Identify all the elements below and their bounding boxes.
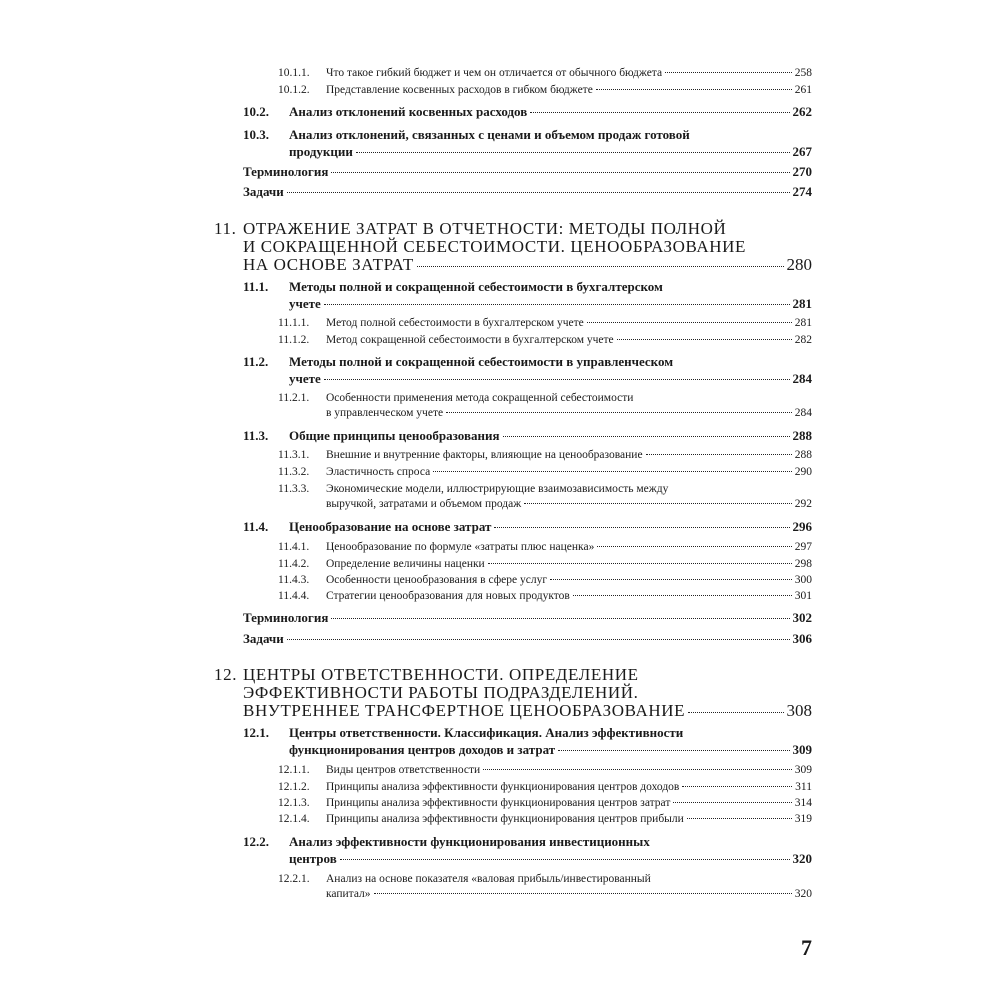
toc-entry-10-1-2: [278, 84, 812, 96]
toc-number: 11.4.3.: [278, 574, 310, 586]
toc-title: Определение величины наценки: [326, 558, 485, 570]
toc-title: Метод полной себестоимости в бухгалтерском учете: [326, 317, 584, 329]
toc-title: Анализ отклонений косвенных расходов: [289, 104, 528, 119]
toc-title: Анализ отклонений, связанных с ценами и объемом продаж готовой: [289, 127, 690, 142]
toc-number: 11.1.2.: [278, 334, 310, 346]
toc-entry-10-3: [243, 127, 812, 143]
toc-entry-11-1-2: [278, 334, 812, 346]
dot-leader: [494, 527, 789, 528]
toc-entry-12-2-1: [278, 873, 812, 885]
chapter-page: 280: [786, 255, 812, 274]
toc-entry-10-1-1: [278, 67, 812, 79]
toc-chapter-11-cont1: [243, 237, 812, 257]
toc-entry-12-1-1: [278, 764, 812, 776]
toc-page: 281: [792, 296, 812, 311]
toc-entry-11-4: [243, 519, 812, 535]
toc-page: 302: [792, 610, 812, 625]
toc-entry-11-3-3: [278, 483, 812, 495]
toc-chapter-12-cont2: [243, 701, 812, 721]
toc-number: 10.1.2.: [278, 84, 310, 96]
toc-title: Центры ответственности. Классификация. Анализ эффективности: [289, 725, 684, 740]
toc-page: 292: [794, 498, 812, 510]
toc-number: 11.4.: [243, 519, 269, 534]
toc-page: 258: [794, 67, 812, 79]
toc-title-continued: выручкой, затратами и объемом продаж: [326, 498, 522, 510]
toc-number: 11.3.3.: [278, 483, 310, 495]
toc-title: Принципы анализа эффективности функционирования центров доходов: [326, 781, 680, 793]
toc-title: Внешние и внутренние факторы, влияющие на ценообразование: [326, 449, 643, 461]
toc-title-continued: капитал»: [326, 888, 371, 900]
toc-title: Принципы анализа эффективности функционирования центров прибыли: [326, 813, 684, 825]
toc-page: 284: [792, 371, 812, 386]
toc-title: Принципы анализа эффективности функционирования центров затрат: [326, 797, 671, 809]
toc-page: 274: [792, 184, 812, 199]
toc-entry-11-3-2: [278, 466, 812, 478]
toc-entry-11-2-1-cont: [326, 407, 812, 419]
toc-entry-12-1: [243, 725, 812, 741]
toc-number: 10.2.: [243, 104, 269, 119]
toc-number: 11.3.2.: [278, 466, 310, 478]
toc-number: 11.2.1.: [278, 392, 310, 404]
toc-chapter-12-cont1: [243, 683, 812, 703]
toc-entry-tasks-10: [243, 184, 812, 200]
toc-page: 309: [792, 742, 812, 757]
toc-entry-11-3-3-cont: [326, 498, 812, 510]
dot-leader: [550, 579, 792, 580]
toc-number: 11.4.1.: [278, 541, 310, 553]
toc-page: 311: [795, 781, 812, 793]
toc-number: 11.2.: [243, 354, 269, 369]
toc-entry-12-1-cont: [289, 742, 812, 758]
toc-page: 262: [792, 104, 812, 119]
dot-leader: [340, 859, 790, 860]
toc-entry-11-2: [243, 354, 812, 370]
toc-number: 11.3.: [243, 428, 269, 443]
toc-title: Анализ эффективности функционирования инвестиционных: [289, 834, 650, 849]
toc-number: 10.3.: [243, 127, 269, 142]
dot-leader: [573, 595, 792, 596]
toc-title: Метод сокращенной себестоимости в бухгалтерском учете: [326, 334, 614, 346]
toc-title-continued: в управленческом учете: [326, 407, 444, 419]
toc-title: Общие принципы ценообразования: [289, 428, 500, 443]
toc-number: 12.1.4.: [278, 813, 310, 825]
toc-entry-11-1-cont: [289, 296, 812, 312]
toc-title: Ценообразование по формуле «затраты плюс наценка»: [326, 541, 595, 553]
toc-page: 320: [794, 888, 812, 900]
dot-leader: [287, 192, 790, 193]
toc-entry-11-3-1: [278, 449, 812, 461]
toc-page: 309: [794, 764, 812, 776]
toc-number: 11.3.1.: [278, 449, 310, 461]
toc-page: 314: [794, 797, 812, 809]
chapter-number: 11.: [214, 219, 237, 238]
toc-chapter-12: [214, 665, 812, 685]
toc-number: 11.4.4.: [278, 590, 310, 602]
toc-page: 296: [792, 519, 812, 534]
dot-leader: [687, 818, 792, 819]
toc-page: 320: [792, 851, 812, 866]
toc-title: Анализ на основе показателя «валовая прибыль/инвестированный: [326, 873, 651, 885]
toc-title: Терминология: [243, 610, 329, 625]
toc-page: 290: [794, 466, 812, 478]
dot-leader: [596, 89, 792, 90]
toc-entry-11-2-1: [278, 392, 812, 404]
toc-title: Терминология: [243, 164, 329, 179]
chapter-title-continued: ВНУТРЕННЕЕ ТРАНСФЕРТНОЕ ЦЕНООБРАЗОВАНИЕ: [243, 701, 686, 720]
toc-title: Задачи: [243, 184, 284, 199]
toc-page: 306: [792, 631, 812, 646]
toc-title: Виды центров ответственности: [326, 764, 481, 776]
toc-title: Что такое гибкий бюджет и чем он отличается от обычного бюджета: [326, 67, 663, 79]
toc-chapter-11: [214, 219, 812, 239]
chapter-title: ОТРАЖЕНИЕ ЗАТРАТ В ОТЧЕТНОСТИ: МЕТОДЫ ПОЛНОЙ: [243, 219, 727, 238]
dot-leader: [646, 454, 792, 455]
toc-title: Особенности применения метода сокращенной себестоимости: [326, 392, 634, 404]
page-number: 7: [801, 935, 812, 960]
chapter-number: 12.: [214, 665, 238, 684]
toc-entry-12-1-3: [278, 797, 812, 809]
dot-leader: [331, 618, 789, 619]
toc-title-continued: учете: [289, 371, 321, 386]
dot-leader: [324, 304, 790, 305]
toc-page: 270: [792, 164, 812, 179]
toc-chapter-11-cont2: [243, 255, 812, 275]
toc-number: 11.4.2.: [278, 558, 310, 570]
dot-leader: [488, 563, 792, 564]
chapter-title-continued: И СОКРАЩЕННОЙ СЕБЕСТОИМОСТИ. ЦЕНООБРАЗОВАНИЕ: [243, 237, 747, 256]
dot-leader: [503, 436, 790, 437]
toc-page: 267: [792, 144, 812, 159]
toc-title-continued: функционирования центров доходов и затрат: [289, 742, 556, 757]
toc-entry-terminology-11: [243, 610, 812, 626]
toc-entry-11-4-1: [278, 541, 812, 553]
toc-title: Особенности ценообразования в сфере услуг: [326, 574, 548, 586]
toc-page: 282: [794, 334, 812, 346]
toc-entry-tasks-11: [243, 631, 812, 647]
toc-entry-12-2-cont: [289, 851, 812, 867]
dot-leader: [331, 172, 789, 173]
chapter-title: ЦЕНТРЫ ОТВЕТСТВЕННОСТИ. ОПРЕДЕЛЕНИЕ: [243, 665, 639, 684]
toc-number: 12.2.: [243, 834, 269, 849]
toc-title: Задачи: [243, 631, 284, 646]
chapter-title-continued: НА ОСНОВЕ ЗАТРАТ: [243, 255, 414, 274]
toc-entry-11-1: [243, 279, 812, 295]
dot-leader: [530, 112, 789, 113]
dot-leader: [356, 152, 790, 153]
toc-number: 12.1.2.: [278, 781, 310, 793]
toc-entry-12-2: [243, 834, 812, 850]
dot-leader: [324, 379, 790, 380]
toc-title: Эластичность спроса: [326, 466, 431, 478]
toc-page: 319: [794, 813, 812, 825]
toc-entry-10-3-cont: [289, 144, 812, 160]
dot-leader: [597, 546, 791, 547]
toc-entry-12-1-2: [278, 781, 812, 793]
dot-leader: [673, 802, 791, 803]
toc-page: 301: [794, 590, 812, 602]
toc-title: Стратегии ценообразования для новых продуктов: [326, 590, 570, 602]
toc-page: 261: [794, 84, 812, 96]
toc-page: 281: [794, 317, 812, 329]
toc-entry-11-2-cont: [289, 371, 812, 387]
toc-number: 12.1.1.: [278, 764, 310, 776]
toc-title: Методы полной и сокращенной себестоимости в управленческом: [289, 354, 674, 369]
toc-number: 11.1.1.: [278, 317, 310, 329]
dot-leader: [433, 471, 792, 472]
toc-page: 288: [792, 428, 812, 443]
toc-entry-11-4-4: [278, 590, 812, 602]
toc-entry-11-3: [243, 428, 812, 444]
dot-leader: [417, 266, 784, 267]
chapter-title-continued: ЭФФЕКТИВНОСТИ РАБОТЫ ПОДРАЗДЕЛЕНИЙ.: [243, 683, 639, 702]
dot-leader: [617, 339, 792, 340]
toc-title: Ценообразование на основе затрат: [289, 519, 492, 534]
toc-number: 11.1.: [243, 279, 269, 294]
toc-entry-12-2-1-cont: [326, 888, 812, 900]
toc-page: 297: [794, 541, 812, 553]
dot-leader: [665, 72, 792, 73]
dot-leader: [558, 750, 789, 751]
toc-title: Представление косвенных расходов в гибком бюджете: [326, 84, 593, 96]
dot-leader: [374, 893, 792, 894]
toc-title: Экономические модели, иллюстрирующие взаимозависимость между: [326, 483, 669, 495]
toc-entry-11-4-3: [278, 574, 812, 586]
toc-number: 12.1.3.: [278, 797, 310, 809]
dot-leader: [682, 786, 792, 787]
toc-number: 10.1.1.: [278, 67, 310, 79]
toc-title-continued: учете: [289, 296, 321, 311]
toc-title-continued: продукции: [289, 144, 353, 159]
dot-leader: [287, 639, 790, 640]
toc-page: 300: [794, 574, 812, 586]
toc-title-continued: центров: [289, 851, 337, 866]
toc-title: Методы полной и сокращенной себестоимости в бухгалтерском: [289, 279, 663, 294]
toc-entry-12-1-4: [278, 813, 812, 825]
toc-entry-10-2: [243, 104, 812, 120]
toc-entry-11-1-1: [278, 317, 812, 329]
toc-entry-terminology-10: [243, 164, 812, 180]
toc-page: 284: [794, 407, 812, 419]
toc-number: 12.1.: [243, 725, 269, 740]
toc-entry-11-4-2: [278, 558, 812, 570]
dot-leader: [524, 503, 792, 504]
dot-leader: [483, 769, 792, 770]
dot-leader: [688, 712, 783, 713]
toc-number: 12.2.1.: [278, 873, 310, 885]
toc-page: 298: [794, 558, 812, 570]
chapter-page: 308: [786, 701, 812, 720]
dot-leader: [587, 322, 792, 323]
dot-leader: [446, 412, 792, 413]
toc-page: 288: [794, 449, 812, 461]
